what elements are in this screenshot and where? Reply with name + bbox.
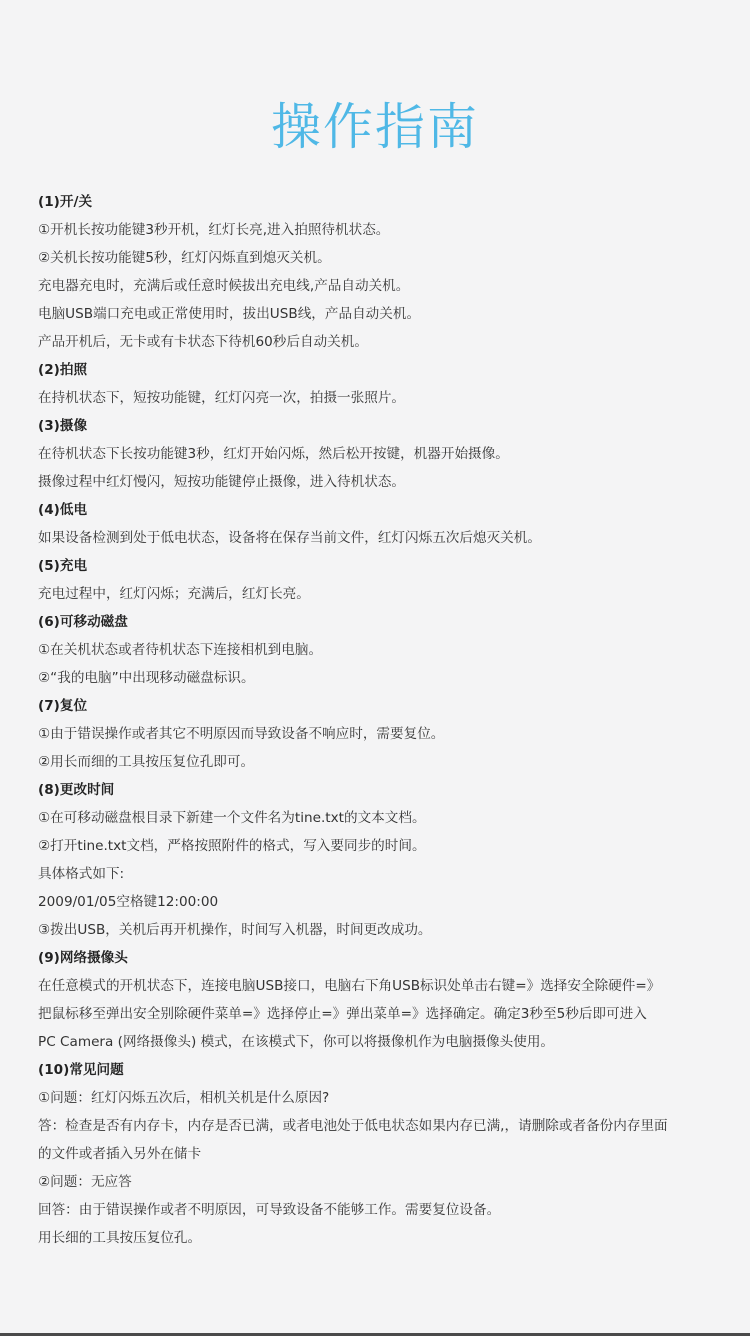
instruction-line: ①在关机状态或者待机状态下连接相机到电脑。 bbox=[38, 642, 323, 658]
instruction-line: 的文件或者插入另外在储卡 bbox=[38, 1146, 202, 1162]
page-title: 操作指南 bbox=[271, 97, 479, 156]
instruction-line: ②问题：无应答 bbox=[38, 1174, 132, 1190]
section-heading: (3)摄像 bbox=[38, 418, 88, 434]
instruction-line: 在持机状态下，短按功能键，红灯闪亮一次，拍摄一张照片。 bbox=[38, 390, 406, 406]
manual-section bbox=[38, 608, 728, 692]
manual-content bbox=[38, 188, 728, 1252]
instruction-line: ②“我的电脑”中出现移动磁盘标识。 bbox=[38, 670, 255, 686]
instruction-line: 用长细的工具按压复位孔。 bbox=[38, 1230, 202, 1246]
instruction-line: 摄像过程中红灯慢闪，短按功能键停止摄像，进入待机状态。 bbox=[38, 474, 406, 490]
instruction-line: 回答：由于错误操作或者不明原因，可导致设备不能够工作。需要复位设备。 bbox=[38, 1202, 501, 1218]
instruction-line: 具体格式如下: bbox=[38, 866, 125, 882]
manual-section bbox=[38, 496, 728, 552]
instruction-line: 充电过程中，红灯闪烁；充满后，红灯长亮。 bbox=[38, 586, 310, 602]
instruction-line: 在待机状态下长按功能键3秒，红灯开始闪烁，然后松开按键，机器开始摄像。 bbox=[38, 446, 509, 462]
manual-section bbox=[38, 1056, 728, 1252]
section-heading: (10)常见问题 bbox=[38, 1062, 124, 1078]
section-heading: (5)充电 bbox=[38, 558, 88, 574]
instruction-line: 2009/01/05空格键12:00:00 bbox=[38, 894, 219, 910]
instruction-line: 在任意模式的开机状态下，连接电脑USB接口，电脑右下角USB标识处单击右键=》选择安全除硬件=》 bbox=[38, 978, 661, 994]
instruction-line: ②关机长按功能键5秒，红灯闪烁直到熄灭关机。 bbox=[38, 250, 331, 266]
instruction-line: 答：检查是否有内存卡，内存是否已满，或者电池处于低电状态如果内存已满,，请删除或者备份内存里面 bbox=[38, 1118, 668, 1134]
instruction-line: ①开机长按功能键3秒开机，红灯长亮,进入拍照待机状态。 bbox=[38, 222, 390, 238]
instruction-line: ②用长而细的工具按压复位孔即可。 bbox=[38, 754, 255, 770]
instruction-line: 产品开机后，无卡或有卡状态下待机60秒后自动关机。 bbox=[38, 334, 368, 350]
manual-section bbox=[38, 692, 728, 776]
manual-section bbox=[38, 552, 728, 608]
manual-section bbox=[38, 944, 728, 1056]
manual-section bbox=[38, 188, 728, 356]
instruction-line: 把鼠标移至弹出安全别除硬件菜单=》选择停止=》弹出菜单=》选择确定。确定3秒至5秒后即可进入 bbox=[38, 1006, 647, 1022]
section-heading: (8)更改时间 bbox=[38, 782, 115, 798]
instruction-line: PC Camera (网络摄像头) 模式，在该模式下，你可以将摄像机作为电脑摄像头使用。 bbox=[38, 1034, 555, 1050]
section-heading: (7)复位 bbox=[38, 698, 88, 714]
instruction-line: 如果设备检测到处于低电状态，设备将在保存当前文件，红灯闪烁五次后熄灭关机。 bbox=[38, 530, 541, 546]
instruction-line: ①问题：红灯闪烁五次后，相机关机是什么原因? bbox=[38, 1090, 330, 1106]
section-heading: (1)开/关 bbox=[38, 194, 93, 210]
section-heading: (9)网络摄像头 bbox=[38, 950, 128, 966]
manual-section bbox=[38, 776, 728, 944]
instruction-line: ②打开tine.txt文档，严格按照附件的格式，写入要同步的时间。 bbox=[38, 838, 426, 854]
instruction-line: 电脑USB端口充电或正常使用时，拔出USB线，产品自动关机。 bbox=[38, 306, 421, 322]
section-heading: (2)拍照 bbox=[38, 362, 88, 378]
section-heading: (6)可移动磁盘 bbox=[38, 614, 128, 630]
instruction-line: ①由于错误操作或者其它不明原因而导致设备不响应时，需要复位。 bbox=[38, 726, 445, 742]
manual-section bbox=[38, 412, 728, 496]
instruction-line: ①在可移动磁盘根目录下新建一个文件名为tine.txt的文本文档。 bbox=[38, 810, 426, 826]
section-heading: (4)低电 bbox=[38, 502, 88, 518]
instruction-line: ③拨出USB，关机后再开机操作，时间写入机器，时间更改成功。 bbox=[38, 922, 432, 938]
manual-section bbox=[38, 356, 728, 412]
instruction-line: 充电器充电时，充满后或任意时候拔出充电线,产品自动关机。 bbox=[38, 278, 410, 294]
